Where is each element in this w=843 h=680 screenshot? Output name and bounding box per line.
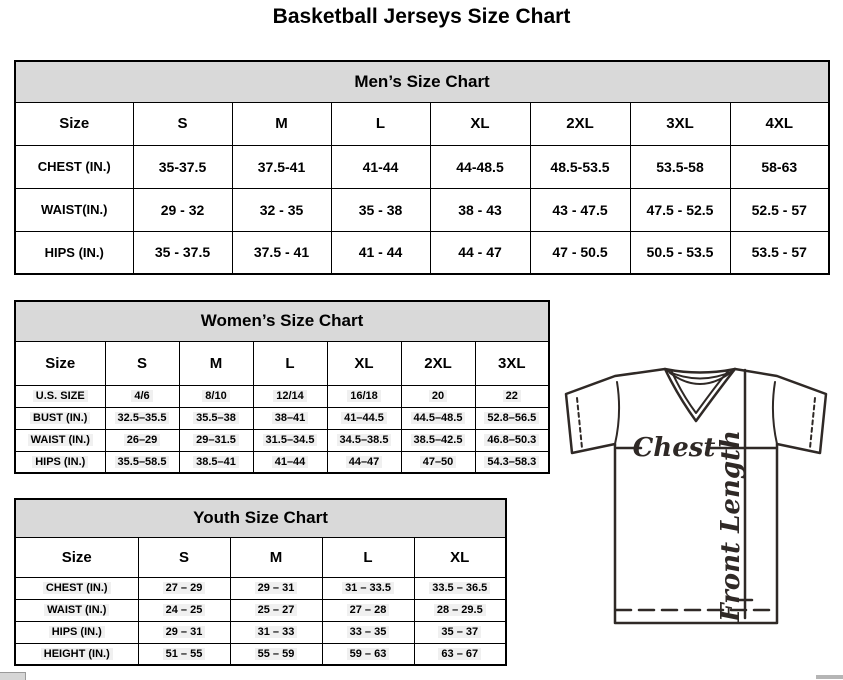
youth-size-value: 33 – 35 (347, 626, 390, 638)
womens-size-value-cell (253, 407, 327, 429)
mens-row-label: WAIST(IN.) (15, 188, 133, 231)
womens-size-value: 41–44.5 (341, 412, 387, 424)
mens-size-value: 53.5-58 (630, 145, 730, 188)
womens-size-value-cell (475, 429, 549, 451)
youth-col-header: L (322, 537, 414, 577)
youth-size-value: 28 – 29.5 (434, 604, 486, 616)
mens-size-value: 44 - 47 (430, 231, 530, 274)
womens-col-header: M (179, 341, 253, 385)
youth-size-value: 55 – 59 (255, 648, 298, 660)
table-row (15, 145, 829, 188)
youth-size-value-cell (414, 621, 506, 643)
youth-size-value: 29 – 31 (255, 582, 298, 594)
front-length-label: Front Length (716, 430, 746, 622)
womens-size-value: 4/6 (131, 390, 152, 402)
womens-size-value: 20 (429, 390, 447, 402)
youth-size-value: 33.5 – 36.5 (429, 582, 490, 594)
womens-size-value: 32.5–35.5 (115, 412, 170, 424)
womens-size-value-cell (253, 429, 327, 451)
youth-size-table (14, 498, 507, 666)
womens-col-header: 2XL (401, 341, 475, 385)
mens-size-value: 50.5 - 53.5 (630, 231, 730, 274)
mens-size-header: Size (15, 102, 133, 145)
mens-size-value: 37.5 - 41 (232, 231, 331, 274)
table-row (15, 188, 829, 231)
mens-col-header: XL (430, 102, 530, 145)
mens-size-value: 41 - 44 (331, 231, 430, 274)
mens-size-value: 44-48.5 (430, 145, 530, 188)
youth-size-value-cell (414, 599, 506, 621)
mens-size-value: 52.5 - 57 (730, 188, 829, 231)
mens-size-value: 38 - 43 (430, 188, 530, 231)
womens-size-value: 16/18 (347, 390, 381, 402)
youth-size-value-cell (414, 577, 506, 599)
youth-size-value: 25 – 27 (255, 604, 298, 616)
youth-row-label: HIPS (IN.) (49, 626, 105, 638)
youth-size-value: 27 – 28 (347, 604, 390, 616)
mens-table-title: Men’s Size Chart (15, 61, 829, 102)
mens-size-value: 47.5 - 52.5 (630, 188, 730, 231)
mens-col-header: 3XL (630, 102, 730, 145)
youth-size-value-cell (230, 599, 322, 621)
womens-row-label: HIPS (IN.) (32, 456, 88, 468)
jersey-outline (566, 369, 826, 623)
womens-size-value-cell (475, 385, 549, 407)
page-title: Basketball Jerseys Size Chart (272, 5, 571, 28)
table-row (15, 429, 549, 451)
mens-col-header: 2XL (530, 102, 630, 145)
womens-size-value: 41–44 (272, 456, 309, 468)
youth-size-value-cell (138, 577, 230, 599)
womens-size-value-cell (253, 385, 327, 407)
mens-size-value: 35 - 38 (331, 188, 430, 231)
womens-col-header: L (253, 341, 327, 385)
mens-size-value: 41-44 (331, 145, 430, 188)
womens-size-value-cell (475, 451, 549, 473)
youth-size-value: 63 – 67 (438, 648, 481, 660)
womens-row-label-cell (15, 407, 105, 429)
mens-size-value: 32 - 35 (232, 188, 331, 231)
youth-row-label: CHEST (IN.) (43, 582, 111, 594)
table-row (15, 599, 506, 621)
womens-size-value-cell (105, 429, 179, 451)
womens-row-label-cell (15, 429, 105, 451)
womens-size-value-cell (327, 385, 401, 407)
womens-size-value: 35.5–38 (193, 412, 239, 424)
womens-size-value-cell (327, 451, 401, 473)
womens-col-header: S (105, 341, 179, 385)
youth-row-label-cell (15, 599, 138, 621)
mens-size-value: 37.5-41 (232, 145, 331, 188)
mens-col-header: 4XL (730, 102, 829, 145)
womens-size-value-cell (401, 429, 475, 451)
youth-size-value: 31 – 33 (255, 626, 298, 638)
womens-size-value: 38.5–41 (193, 456, 239, 468)
womens-size-value: 8/10 (202, 390, 229, 402)
mens-size-value: 29 - 32 (133, 188, 232, 231)
youth-row-label: WAIST (IN.) (44, 604, 109, 616)
womens-size-value: 12/14 (273, 390, 307, 402)
womens-size-value: 46.8–50.3 (484, 434, 539, 446)
youth-size-value: 27 – 29 (163, 582, 206, 594)
youth-col-header: XL (414, 537, 506, 577)
womens-size-value: 44.5–48.5 (411, 412, 466, 424)
youth-size-value: 29 – 31 (163, 626, 206, 638)
youth-size-value: 59 – 63 (347, 648, 390, 660)
womens-col-header: XL (327, 341, 401, 385)
mens-size-value: 47 - 50.5 (530, 231, 630, 274)
youth-row-label-cell (15, 621, 138, 643)
womens-size-value-cell (179, 451, 253, 473)
mens-row-label: HIPS (IN.) (15, 231, 133, 274)
mens-size-value: 35 - 37.5 (133, 231, 232, 274)
mens-size-value: 53.5 - 57 (730, 231, 829, 274)
womens-size-value: 29–31.5 (193, 434, 239, 446)
womens-size-value-cell (475, 407, 549, 429)
table-row (15, 621, 506, 643)
table-row (15, 643, 506, 665)
youth-size-value: 51 – 55 (163, 648, 206, 660)
womens-size-value: 26–29 (124, 434, 161, 446)
womens-size-value: 38–41 (272, 412, 309, 424)
youth-row-label-cell (15, 577, 138, 599)
womens-size-value: 31.5–34.5 (263, 434, 318, 446)
youth-size-value-cell (138, 643, 230, 665)
womens-size-header: Size (15, 341, 105, 385)
youth-size-value-cell (230, 621, 322, 643)
womens-size-value-cell (105, 407, 179, 429)
mens-size-value: 48.5-53.5 (530, 145, 630, 188)
womens-size-value: 47–50 (420, 456, 457, 468)
mens-col-header: L (331, 102, 430, 145)
womens-size-value-cell (179, 429, 253, 451)
womens-size-value-cell (401, 407, 475, 429)
jersey-diagram (558, 362, 843, 662)
womens-row-label: U.S. SIZE (33, 390, 88, 402)
womens-size-value-cell (179, 407, 253, 429)
table-row (15, 451, 549, 473)
womens-size-value-cell (401, 385, 475, 407)
youth-size-value-cell (138, 599, 230, 621)
youth-row-label: HEIGHT (IN.) (41, 648, 113, 660)
mens-size-table (14, 60, 830, 275)
table-row (15, 385, 549, 407)
scrollbar-fragment-right[interactable] (816, 675, 843, 679)
youth-size-value-cell (322, 577, 414, 599)
womens-size-value: 44–47 (346, 456, 383, 468)
table-row (15, 231, 829, 274)
youth-size-value-cell (138, 621, 230, 643)
youth-col-header: S (138, 537, 230, 577)
womens-size-value-cell (105, 385, 179, 407)
womens-row-label: BUST (IN.) (30, 412, 90, 424)
youth-size-value: 24 – 25 (163, 604, 206, 616)
mens-size-value: 35-37.5 (133, 145, 232, 188)
womens-size-value-cell (253, 451, 327, 473)
youth-table-title: Youth Size Chart (15, 499, 506, 537)
mens-col-header: M (232, 102, 331, 145)
youth-size-value: 35 – 37 (438, 626, 481, 638)
youth-size-value-cell (230, 643, 322, 665)
womens-size-value: 34.5–38.5 (337, 434, 392, 446)
womens-row-label: WAIST (IN.) (28, 434, 93, 446)
youth-size-value-cell (322, 643, 414, 665)
youth-size-value: 31 – 33.5 (342, 582, 394, 594)
womens-row-label-cell (15, 385, 105, 407)
youth-row-label-cell (15, 643, 138, 665)
womens-size-value-cell (105, 451, 179, 473)
womens-col-header: 3XL (475, 341, 549, 385)
womens-row-label-cell (15, 451, 105, 473)
youth-size-header: Size (15, 537, 138, 577)
table-row (15, 577, 506, 599)
youth-size-value-cell (414, 643, 506, 665)
womens-size-value-cell (327, 429, 401, 451)
table-row (15, 407, 549, 429)
womens-size-value-cell (401, 451, 475, 473)
womens-size-value: 35.5–58.5 (115, 456, 170, 468)
mens-size-value: 58-63 (730, 145, 829, 188)
mens-size-value: 43 - 47.5 (530, 188, 630, 231)
youth-size-value-cell (230, 577, 322, 599)
mens-row-label: CHEST (IN.) (15, 145, 133, 188)
womens-size-value: 52.8–56.5 (484, 412, 539, 424)
womens-size-table (14, 300, 550, 474)
womens-size-value: 22 (503, 390, 521, 402)
womens-size-value: 54.3–58.3 (484, 456, 539, 468)
youth-size-value-cell (322, 621, 414, 643)
womens-table-title: Women’s Size Chart (15, 301, 549, 341)
youth-size-value-cell (322, 599, 414, 621)
chest-label: Chest (632, 433, 716, 463)
womens-size-value-cell (327, 407, 401, 429)
womens-size-value: 38.5–42.5 (411, 434, 466, 446)
mens-col-header: S (133, 102, 232, 145)
womens-size-value-cell (179, 385, 253, 407)
youth-col-header: M (230, 537, 322, 577)
